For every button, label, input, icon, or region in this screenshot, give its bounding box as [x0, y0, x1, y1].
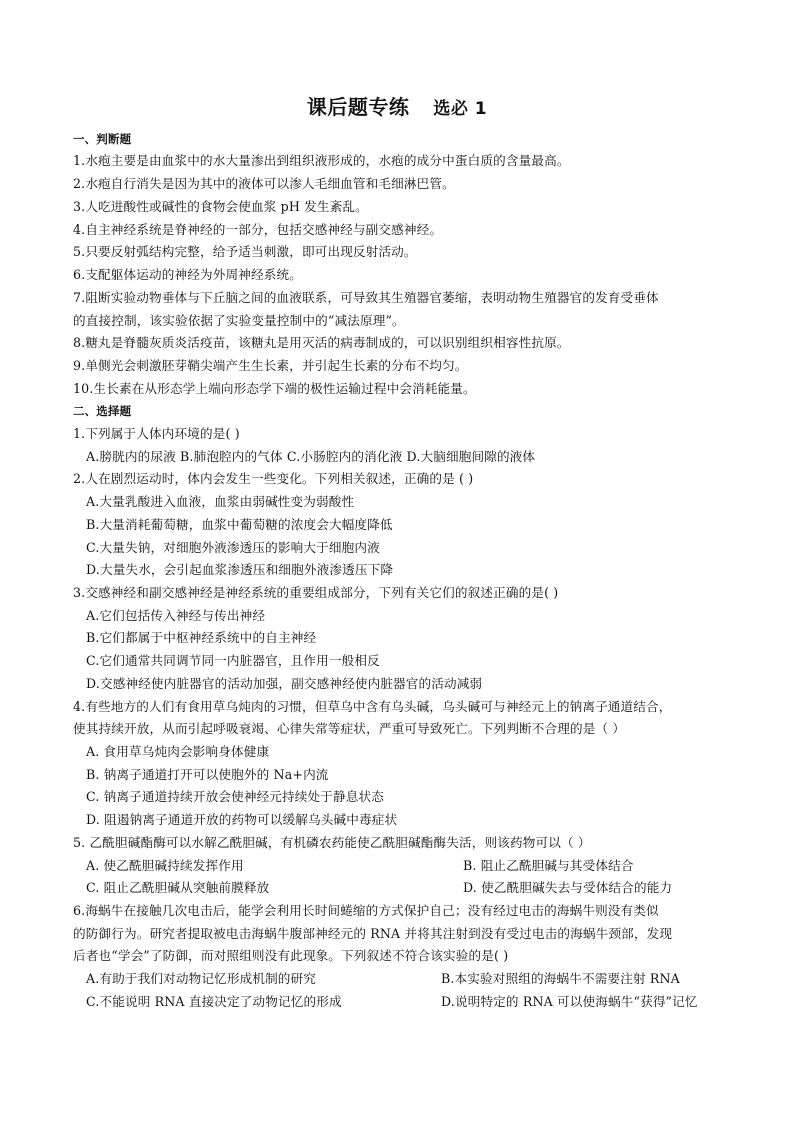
choice-4-option-a: A. 食用草乌炖肉会影响身体健康	[86, 744, 270, 759]
choice-4-option-c: C. 钠离子通道持续开放会使神经元持续处于静息状态	[86, 789, 385, 804]
choice-6-option-b: B.本实验对照组的海蜗牛不需要注射 RNA	[441, 971, 680, 986]
choice-4-option-b: B. 钠离子通道打开可以使胞外的 Na+内流	[86, 767, 329, 782]
choice-question-1-options: A.膀胱内的尿液 B.肺泡腔内的气体 C.小肠腔内的消化液 D.大脑细胞间隙的液体	[86, 449, 536, 464]
choice-question-5: 5. 乙酰胆碱酯酶可以水解乙酰胆碱，有机磷农药能使乙酰胆碱酯酶失活，则该药物可以（ ）	[73, 835, 591, 850]
judge-question-1: 1.水疱主要是由血浆中的水大量渗出到组织液形成的，水疱的成分中蛋白质的含量最高。	[73, 153, 570, 168]
choice-3-option-d: D.交感神经使内脏器官的活动加强，副交感神经使内脏器官的活动减弱	[86, 676, 483, 691]
choice-question-6-line-3: 后者也“学会”了防御，而对照组则没有此现象。下列叙述不符合该实验的是( )	[73, 948, 509, 963]
choice-question-6-line-2: 的防御行为。研究者提取被电击海蜗牛腹部神经元的 RNA 并将其注射到没有受过电击的海蜗牛颈部，发现	[73, 926, 673, 941]
choice-5-option-c: C. 阻止乙酰胆碱从突触前膜释放	[86, 880, 270, 895]
judge-question-7-line-1: 7.阻断实验动物垂体与下丘脑之间的血液联系，可导致其生殖器官萎缩，表明动物生殖器官的发育受垂体	[73, 290, 659, 305]
choice-question-4-line-2: 使其持续开放，从而引起呼吸衰竭、心律失常等症状，严重可导致死亡。下列判断不合理的是（ ）	[73, 721, 626, 736]
page-title	[0, 93, 794, 123]
section-heading-choice: 二、选择题	[73, 404, 132, 418]
title-sub: 选必 1	[433, 99, 488, 119]
section-heading-judge: 一、判断题	[73, 132, 132, 146]
choice-3-option-b: B.它们都属于中枢神经系统中的自主神经	[86, 630, 317, 645]
judge-question-5: 5.只要反射弧结构完整，给予适当刺激，即可出现反射活动。	[73, 244, 417, 259]
choice-question-4-line-1: 4.有些地方的人们有食用草乌炖肉的习惯，但草乌中含有乌头碱，乌头碱可与神经元上的钠离子通道结合，	[73, 699, 672, 714]
choice-2-option-c: C.大量失钠，对细胞外液渗透压的影响大于细胞内液	[86, 540, 380, 555]
choice-question-3: 3.交感神经和副交感神经是神经系统的重要组成部分，下列有关它们的叙述正确的是( )	[73, 585, 559, 600]
choice-6-option-c: C.不能说明 RNA 直接决定了动物记忆的形成	[86, 994, 342, 1009]
judge-question-8: 8.糖丸是脊髓灰质炎活疫苗，该糖丸是用灭活的病毒制成的，可以识别组织相容性抗原。	[73, 335, 570, 350]
choice-4-option-d: D. 阻遏钠离子通道开放的药物可以缓解乌头碱中毒症状	[86, 812, 398, 827]
judge-question-7-line-2: 的直接控制，该实验依据了实验变量控制中的“减法原理”。	[73, 313, 405, 328]
title-main: 课后题专练	[306, 95, 410, 119]
judge-question-6: 6.支配躯体运动的神经为外周神经系统。	[73, 267, 302, 282]
judge-question-2: 2.水疱自行消失是因为其中的液体可以渗人毛细血管和毛细淋巴管。	[73, 176, 455, 191]
choice-6-option-d: D.说明特定的 RNA 可以使海蜗牛“获得”记忆	[441, 994, 698, 1009]
choice-5-option-d: D. 使乙酰胆碱失去与受体结合的能力	[463, 880, 673, 895]
judge-question-3: 3.人吃进酸性或碱性的食物会使血浆 pH 发生紊乱。	[73, 199, 368, 214]
choice-question-1: 1.下列属于人体内环境的是( )	[73, 426, 240, 441]
judge-question-10: 10.生长素在从形态学上端向形态学下端的极性运输过程中会消耗能量。	[73, 381, 476, 396]
choice-3-option-a: A.它们包括传入神经与传出神经	[86, 608, 266, 623]
choice-question-6-line-1: 6.海蜗牛在接触几次电击后，能学会利用长时间蜷缩的方式保护自己；没有经过电击的海蜗牛则没有类似	[73, 903, 659, 918]
choice-3-option-c: C.它们通常共同调节同一内脏器官，且作用一般相反	[86, 653, 380, 668]
choice-6-option-a: A.有助于我们对动物记忆形成机制的研究	[86, 971, 317, 986]
choice-question-2: 2.人在剧烈运动时，体内会发生一些变化。下列相关叙述，正确的是 ( )	[73, 471, 474, 486]
judge-question-4: 4.自主神经系统是脊神经的一部分，包括交感神经与副交感神经。	[73, 222, 443, 237]
judge-question-9: 9.单侧光会刺激胚芽鞘尖端产生生长素，并引起生长素的分布不均匀。	[73, 358, 468, 373]
choice-5-option-b: B. 阻止乙酰胆碱与其受体结合	[463, 858, 634, 873]
choice-2-option-a: A.大量乳酸进入血液，血浆由弱碱性变为弱酸性	[86, 494, 355, 509]
choice-5-option-a: A. 使乙酰胆碱持续发挥作用	[86, 858, 244, 873]
choice-2-option-d: D.大量失水，会引起血浆渗透压和细胞外液渗透压下降	[86, 562, 394, 577]
choice-2-option-b: B.大量消耗葡萄糖，血浆中葡萄糖的浓度会大幅度降低	[86, 517, 393, 532]
